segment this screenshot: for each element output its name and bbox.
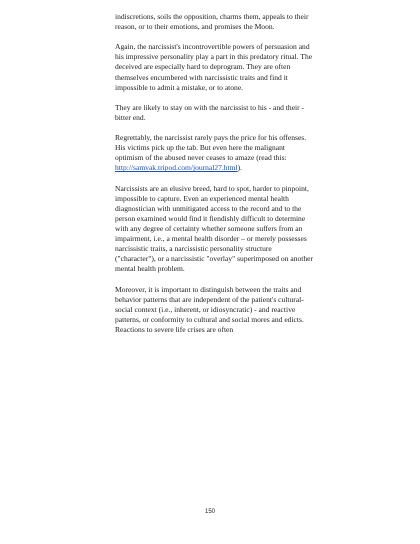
paragraph: Narcissists are an elusive breed, hard to spot, harder to pinpoint, impossible to capture. Even an experienced mental health diagnostician with unmitigated access to the record and to the person examined would find it fiendishly difficult to determine with any degree of certainty whether someone suffers from an impairment, i.e., a mental health disorder – or merely possesses narcissistic traits, a narcissistic personality structure ("character"), or a narcissistic "overlay" superimposed on another mental health problem. [115,183,313,274]
body-text [115,12,313,335]
page-number: 150 [204,509,215,515]
journal-link[interactable]: http://samvak.tripod.com/journal27.html [115,163,238,173]
paragraph: Moreover, it is important to distinguish between the traits and behavior patterns that are independent of the patient's cultural-social context (i.e., inherent, or idiosyncratic) - and reactive patterns, or conformity to cultural and social mores and edicts. Reactions to severe life crises are often [115,284,304,334]
paragraph: indiscretions, soils the opposition, charms them, appeals to their reason, or to their emotions, and promises the Moon. [115,12,309,32]
paragraph-text: Regrettably, the narcissist rarely pays the price for his offenses. His victims pick up the tab. But even here the malignant optimism of the abused never ceases to amaze (read this: [115,133,307,163]
paragraph: Again, the narcissist's incontrovertible powers of persuasion and his impressive personality play a part in this predatory ritual. The deceived are especially hard to deprogram. They are often themselves encumbered with narcissistic traits and find it impossible to admit a mistake, or to atone. [115,42,313,92]
paragraph-text: ). [237,163,243,173]
paragraph: They are likely to stay on with the narcissist to his - and their - bitter end. [115,102,305,122]
paragraph-with-link [115,133,313,173]
